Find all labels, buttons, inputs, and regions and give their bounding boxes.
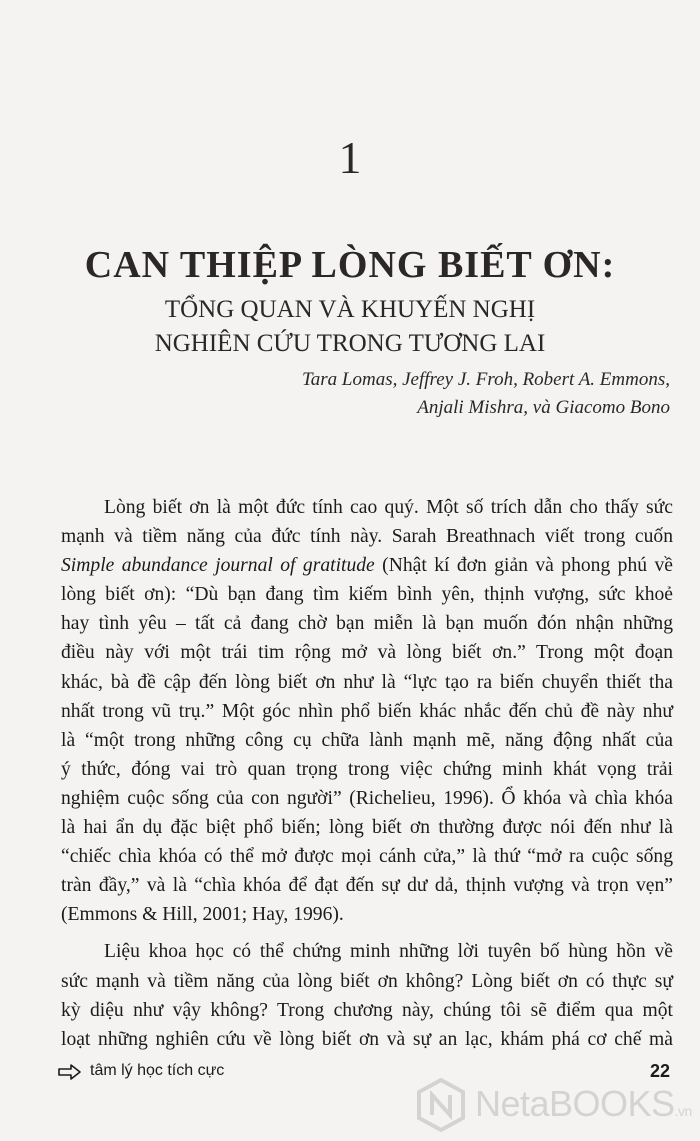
text-line: khác, bà đề cập đến lòng biết ơn như là “lực tạo ra biến chuyển thiết tha (61, 671, 673, 693)
watermark-brand: NetaBOOKS (475, 1083, 675, 1124)
chapter-authors (110, 366, 670, 422)
text-line: (Emmons & Hill, 2001; Hay, 1996). (61, 904, 344, 926)
text-segment: (Nhật kí đơn giản và phong phú về (374, 555, 673, 577)
paragraph-1 (61, 493, 673, 929)
book-title: tâm lý học tích cực (90, 1062, 225, 1079)
author-line: Anjali Mishra, và Giacomo Bono (417, 397, 670, 418)
text-line (61, 551, 673, 580)
text-line: là “một trong những công cụ chữa lành mạnh mẽ, năng động nhất của (61, 729, 673, 751)
watermark-suffix: .vn (674, 1103, 692, 1119)
text-line: hay tình yêu – tất cả đang chờ bạn miễn là bạn muốn đón nhận những (61, 613, 673, 635)
arrow-right-icon (58, 1063, 82, 1081)
page-number: 22 (649, 1061, 670, 1081)
chapter-subtitle-line: TỔNG QUAN VÀ KHUYẾN NGHỊ (164, 296, 536, 323)
watermark-text (475, 1083, 692, 1125)
text-line: nhất trong vũ trụ.” Một góc nhìn phổ biến khác nhắc đến chủ đề này như (61, 700, 673, 722)
text-line: ý thức, đóng vai trò quan trọng trong việc chứng minh khát vọng trải (61, 758, 673, 780)
netabooks-logo-icon (415, 1077, 467, 1133)
text-line: điều này với một trái tim rộng mở và lòng biết ơn.” Trong một đoạn (61, 642, 673, 664)
author-line: Tara Lomas, Jeffrey J. Froh, Robert A. Emmons, (301, 369, 670, 390)
text-line: Liệu khoa học có thể chứng minh những lời tuyên bố hùng hồn về (104, 941, 673, 963)
text-line: là hai ẩn dụ đặc biệt phổ biến; lòng biết ơn thường được nói đến như là (61, 817, 673, 839)
text-line: tràn đầy,” và là “chìa khóa để đạt đến sự dư dả, thịnh vượng và trọn vẹn” (61, 875, 673, 897)
text-line: loạt những nghiên cứu về lòng biết ơn và sự an lạc, khám phá cơ chế mà (61, 1028, 673, 1050)
chapter-subtitle-line: NGHIÊN CỨU TRONG TƯƠNG LAI (154, 330, 546, 357)
text-line: lòng biết ơn): “Dù bạn đang tìm kiếm bình yên, thịnh vượng, sức khoẻ (61, 584, 673, 606)
text-line: nghiệm cuộc sống của con người” (Richelieu, 1996). Ổ khóa và chìa khóa (61, 787, 673, 809)
text-line: Lòng biết ơn là một đức tính cao quý. Một số trích dẫn cho thấy sức (104, 497, 673, 518)
text-line: sức mạnh và tiềm năng của lòng biết ơn không? Lòng biết ơn có thực sự (61, 970, 673, 992)
book-title-italic: Simple abundance journal of gratitude (61, 555, 375, 577)
text-line: kỳ diệu như vậy không? Trong chương này, chúng tôi sẽ điểm qua một (61, 999, 673, 1021)
paragraph-2 (61, 937, 673, 1053)
chapter-number: 1 (338, 132, 362, 183)
watermark (415, 1077, 700, 1137)
body-text (61, 493, 673, 1054)
chapter-subtitle (0, 293, 700, 361)
text-line: “chiếc chìa khóa có thể mở được mọi cánh cửa,” là thứ “mở ra cuộc sống (61, 846, 673, 868)
text-line: mạnh và tiềm năng của đức tính này. Sarah Breathnach viết trong cuốn (61, 526, 673, 548)
chapter-title: CAN THIỆP LÒNG BIẾT ƠN: (84, 244, 616, 286)
